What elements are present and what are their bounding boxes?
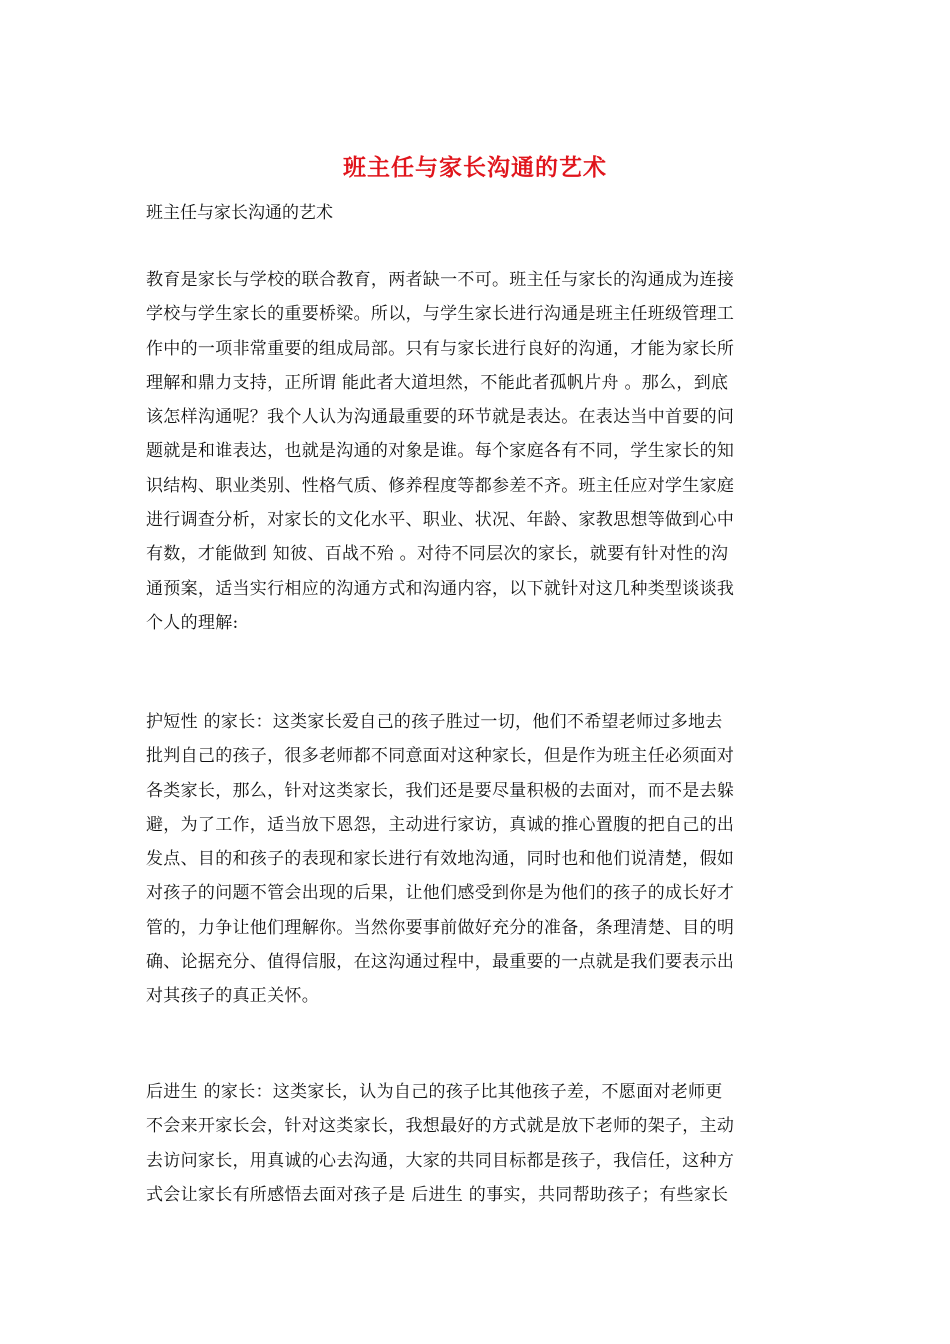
paragraph-2 bbox=[146, 705, 806, 1014]
text-line: 批判自己的孩子，很多老师都不同意面对这种家长，但是作为班主任必须面对 bbox=[146, 746, 735, 767]
paragraph-3 bbox=[146, 1075, 806, 1212]
text-line: 式会让家长有所感悟去面对孩子是 后进生 的事实，共同帮助孩子；有些家长 bbox=[146, 1184, 729, 1205]
text-line: 有数，才能做到 知彼、百战不殆 。对待不同层次的家长，就要有针对性的沟 bbox=[146, 544, 729, 565]
text-line: 教育是家长与学校的联合教育，两者缺一不可。班主任与家长的沟通成为连接 bbox=[146, 270, 735, 290]
text-line: 识结构、职业类别、性格气质、修养程度等都参差不齐。班主任应对学生家庭 bbox=[146, 475, 735, 496]
text-line: 发点、目的和孩子的表现和家长进行有效地沟通，同时也和他们说清楚，假如 bbox=[146, 849, 735, 870]
document-subtitle: 班主任与家长沟通的艺术 bbox=[146, 203, 333, 223]
text-line: 避，为了工作，适当放下恩怨，主动进行家访，真诚的推心置腹的把自己的出 bbox=[146, 814, 735, 835]
text-line: 各类家长，那么，针对这类家长，我们还是要尽量积极的去面对，而不是去躲 bbox=[146, 780, 735, 801]
text-line: 题就是和谁表达，也就是沟通的对象是谁。每个家庭各有不同，学生家长的知 bbox=[146, 441, 735, 462]
text-line: 该怎样沟通呢？我个人认为沟通最重要的环节就是表达。在表达当中首要的问 bbox=[146, 407, 735, 428]
text-line: 个人的理解: bbox=[146, 612, 239, 633]
text-line: 对孩子的问题不管会出现的后果，让他们感受到你是为他们的孩子的成长好才 bbox=[146, 883, 735, 904]
text-line: 护短性 的家长：这类家长爱自己的孩子胜过一切，他们不希望老师过多地去 bbox=[146, 712, 723, 732]
text-line: 作中的一项非常重要的组成局部。只有与家长进行良好的沟通，才能为家长所 bbox=[146, 338, 735, 359]
text-line: 理解和鼎力支持，正所谓 能此者大道坦然，不能此者孤帆片舟 。那么，到底 bbox=[146, 372, 729, 393]
paragraph-1 bbox=[146, 263, 806, 640]
text-line: 确、论据充分、值得信服，在这沟通过程中，最重要的一点就是我们要表示出 bbox=[146, 952, 735, 973]
text-line: 进行调查分析，对家长的文化水平、职业、状况、年龄、家教思想等做到心中 bbox=[146, 510, 735, 531]
text-line: 对其孩子的真正关怀。 bbox=[146, 986, 319, 1007]
text-line: 后进生 的家长：这类家长，认为自己的孩子比其他孩子差，不愿面对老师更 bbox=[146, 1082, 723, 1102]
text-line: 管的，力争让他们理解你。当然你要事前做好充分的准备，条理清楚、目的明 bbox=[146, 917, 735, 938]
text-line: 不会来开家长会，针对这类家长，我想最好的方式就是放下老师的架子，主动 bbox=[146, 1116, 735, 1137]
document-title: 班主任与家长沟通的艺术 bbox=[343, 154, 607, 181]
text-line: 学校与学生家长的重要桥梁。所以，与学生家长进行沟通是班主任班级管理工 bbox=[146, 304, 735, 325]
text-line: 通预案，适当实行相应的沟通方式和沟通内容，以下就针对这几种类型谈谈我 bbox=[146, 578, 735, 599]
text-line: 去访问家长，用真诚的心去沟通，大家的共同目标都是孩子，我信任，这种方 bbox=[146, 1150, 735, 1171]
